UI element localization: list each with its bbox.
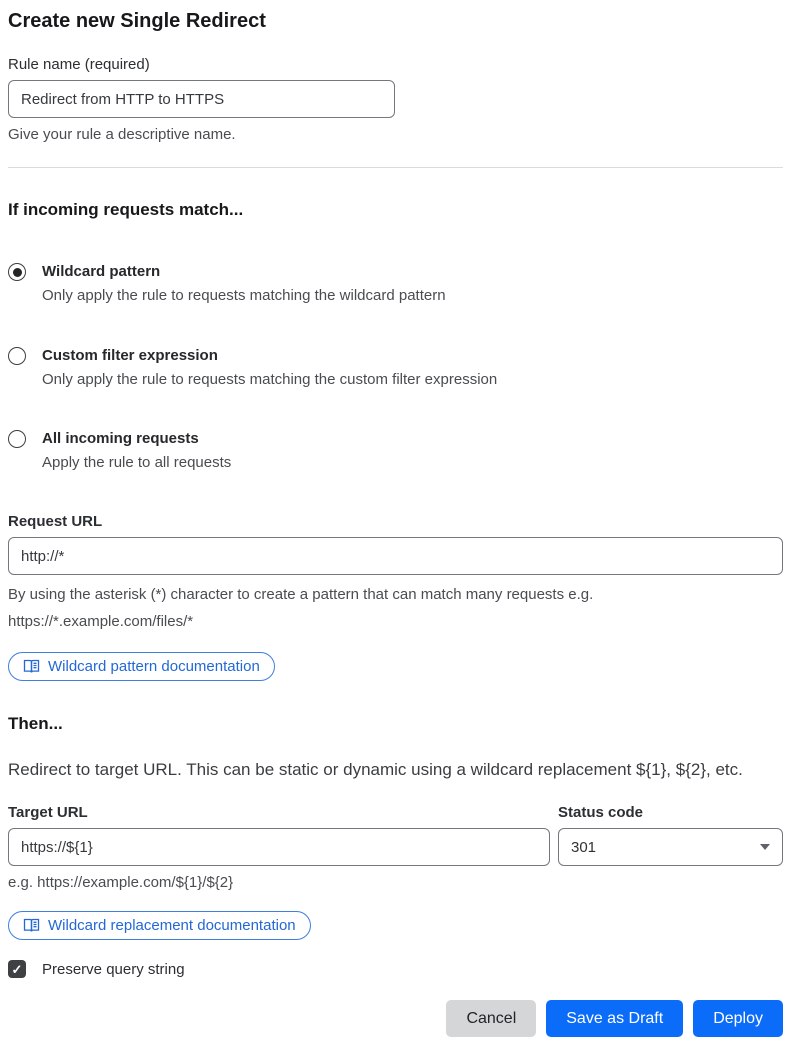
deploy-button[interactable]: Deploy bbox=[693, 1000, 783, 1037]
request-url-helper bbox=[8, 581, 783, 635]
target-url-helper: e.g. https://example.com/${1}/${2} bbox=[8, 874, 234, 891]
radio-button-custom-filter[interactable] bbox=[8, 347, 26, 365]
radio-description-custom-filter: Only apply the rule to requests matching the custom filter expression bbox=[42, 371, 498, 388]
preserve-query-checkbox[interactable]: ✓ bbox=[8, 960, 26, 978]
then-description: Redirect to target URL. This can be static or dynamic using a wildcard replacement ${1}, ${2}, etc. bbox=[8, 760, 743, 779]
book-icon bbox=[23, 659, 40, 674]
preserve-query-label: Preserve query string bbox=[42, 960, 185, 978]
status-code-select[interactable] bbox=[558, 828, 783, 866]
wildcard-pattern-doc-button[interactable] bbox=[8, 652, 275, 681]
section-divider bbox=[8, 167, 783, 168]
rule-name-input[interactable] bbox=[8, 80, 395, 118]
target-url-input[interactable] bbox=[8, 828, 550, 866]
match-section-heading: If incoming requests match... bbox=[8, 200, 244, 219]
book-icon bbox=[23, 918, 40, 933]
preserve-query-row[interactable] bbox=[8, 960, 783, 978]
rule-name-label: Rule name (required) bbox=[8, 56, 150, 73]
wildcard-pattern-doc-label: Wildcard pattern documentation bbox=[48, 658, 260, 675]
cancel-button[interactable]: Cancel bbox=[446, 1000, 536, 1037]
rule-name-helper: Give your rule a descriptive name. bbox=[8, 126, 236, 143]
radio-option-wildcard-pattern[interactable] bbox=[8, 262, 783, 305]
request-url-label: Request URL bbox=[8, 513, 103, 530]
page-title: Create new Single Redirect bbox=[8, 10, 266, 32]
radio-button-wildcard-pattern[interactable] bbox=[8, 263, 26, 281]
status-code-label: Status code bbox=[558, 804, 644, 821]
target-url-label: Target URL bbox=[8, 804, 88, 821]
radio-option-custom-filter[interactable] bbox=[8, 346, 783, 389]
wildcard-replacement-doc-label: Wildcard replacement documentation bbox=[48, 917, 296, 934]
radio-label-all-requests: All incoming requests bbox=[42, 430, 199, 447]
status-code-value: 301 bbox=[571, 838, 597, 856]
radio-description-all-requests: Apply the rule to all requests bbox=[42, 454, 232, 471]
form-footer bbox=[8, 1000, 783, 1037]
radio-label-custom-filter: Custom filter expression bbox=[42, 347, 218, 364]
radio-description-wildcard-pattern: Only apply the rule to requests matching the wildcard pattern bbox=[42, 287, 446, 304]
request-url-helper-line1: By using the asterisk (*) character to create a pattern that can match many requests e.g. bbox=[8, 586, 594, 603]
radio-option-all-requests[interactable] bbox=[8, 429, 783, 472]
radio-label-wildcard-pattern: Wildcard pattern bbox=[42, 263, 161, 280]
wildcard-replacement-doc-button[interactable] bbox=[8, 911, 311, 940]
radio-button-all-requests[interactable] bbox=[8, 430, 26, 448]
request-url-helper-line2: https://*.example.com/files/* bbox=[8, 613, 194, 630]
request-url-input[interactable] bbox=[8, 537, 783, 575]
save-as-draft-button[interactable]: Save as Draft bbox=[546, 1000, 683, 1037]
chevron-down-icon bbox=[760, 844, 770, 850]
then-section-heading: Then... bbox=[8, 714, 63, 733]
